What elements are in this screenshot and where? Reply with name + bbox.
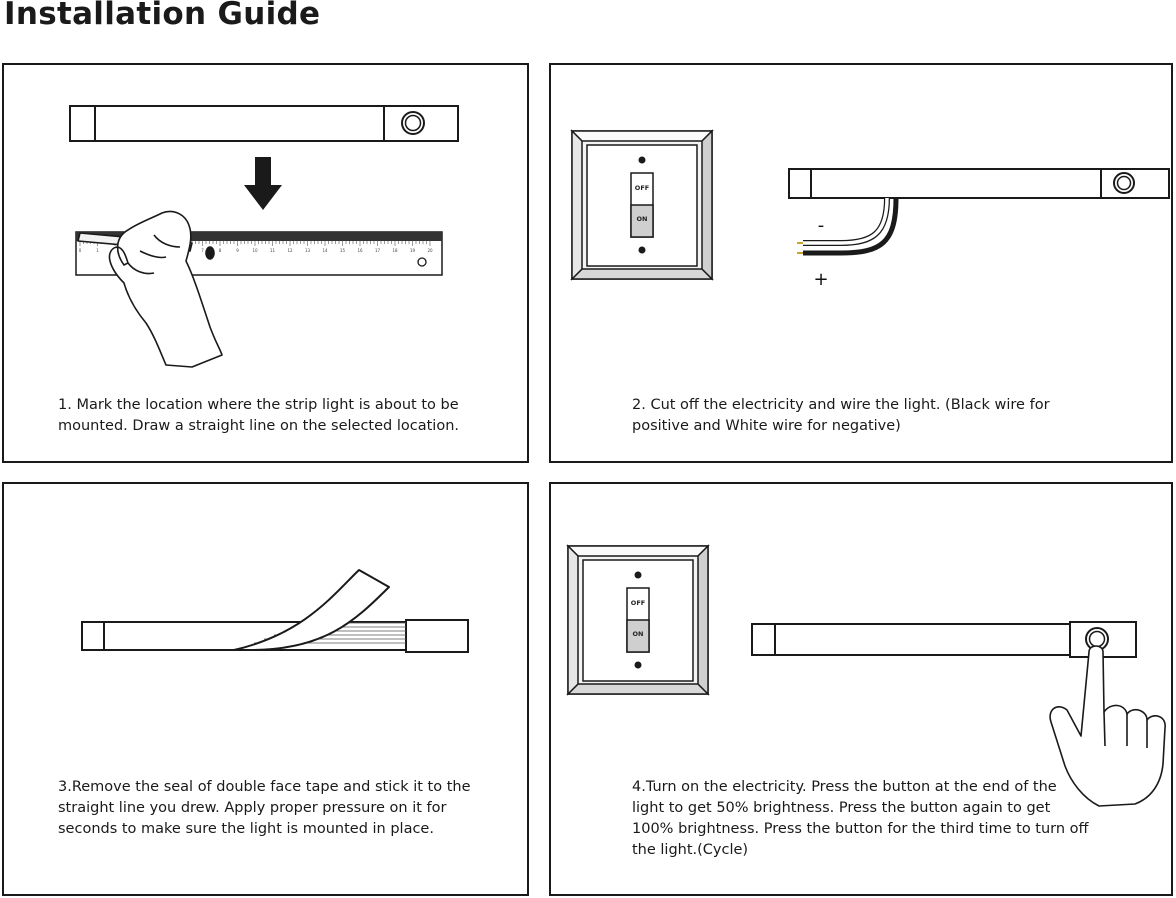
ruler-tick-label: 16: [357, 248, 363, 253]
ruler-tick-label: 13: [304, 248, 311, 253]
step-1-caption: 1. Mark the location where the strip light is about to be mounted. Draw a straight line on the selected location.: [58, 397, 459, 434]
negative-label: -: [817, 215, 825, 236]
ruler-tick-label: 7: [201, 248, 204, 253]
strip-light: [70, 106, 458, 141]
ruler-tick-label: 14: [322, 248, 328, 253]
positive-label: +: [813, 269, 829, 290]
step-3-panel: [2, 482, 529, 896]
ruler-tick-label: 8: [218, 248, 222, 253]
ruler-tick-label: 17: [374, 248, 381, 253]
light-switch: [572, 131, 712, 279]
step-4-panel: [549, 482, 1173, 896]
ruler-tick-label: 19: [409, 248, 416, 253]
ruler-tick-label: 20: [427, 248, 433, 253]
page-title: Installation Guide: [4, 0, 321, 32]
switch-off-label: OFF: [630, 599, 646, 607]
switch-off-label: OFF: [634, 184, 650, 192]
switch-on-label: ON: [632, 630, 644, 638]
ruler-tick-label: 15: [339, 248, 346, 253]
light-switch: [568, 546, 708, 694]
ruler-tick-label: 10: [252, 248, 258, 253]
step-1-panel: [2, 63, 529, 463]
ruler-tick-label: 9: [236, 248, 239, 253]
strip-light: [789, 169, 1169, 198]
wires: [797, 198, 896, 253]
step-3-caption: 3.Remove the seal of double face tape and stick it to the straight line you drew. Apply proper pressure on it for seconds to make sure the light is mounted in place.: [58, 779, 471, 837]
down-arrow-icon: [244, 157, 282, 210]
ruler-tick-label: 1: [96, 248, 99, 253]
step-2-caption: 2. Cut off the electricity and wire the light. (Black wire for positive and White wire for negative): [632, 397, 1050, 434]
ruler-tick-label: 12: [287, 248, 293, 253]
step-4-caption: 4.Turn on the electricity. Press the button at the end of the light to get 50% brightness. Press the button again to get 100% brightness. Press the button for the third time to turn off the light.(Cycle): [632, 779, 1089, 858]
ruler-tick-label: 18: [392, 248, 398, 253]
ruler-tick-label: 11: [269, 248, 276, 253]
strip-light: [752, 622, 1136, 657]
ruler-tick-label: 0: [78, 248, 82, 253]
step-2-panel: [549, 63, 1173, 463]
switch-on-label: ON: [636, 215, 648, 223]
